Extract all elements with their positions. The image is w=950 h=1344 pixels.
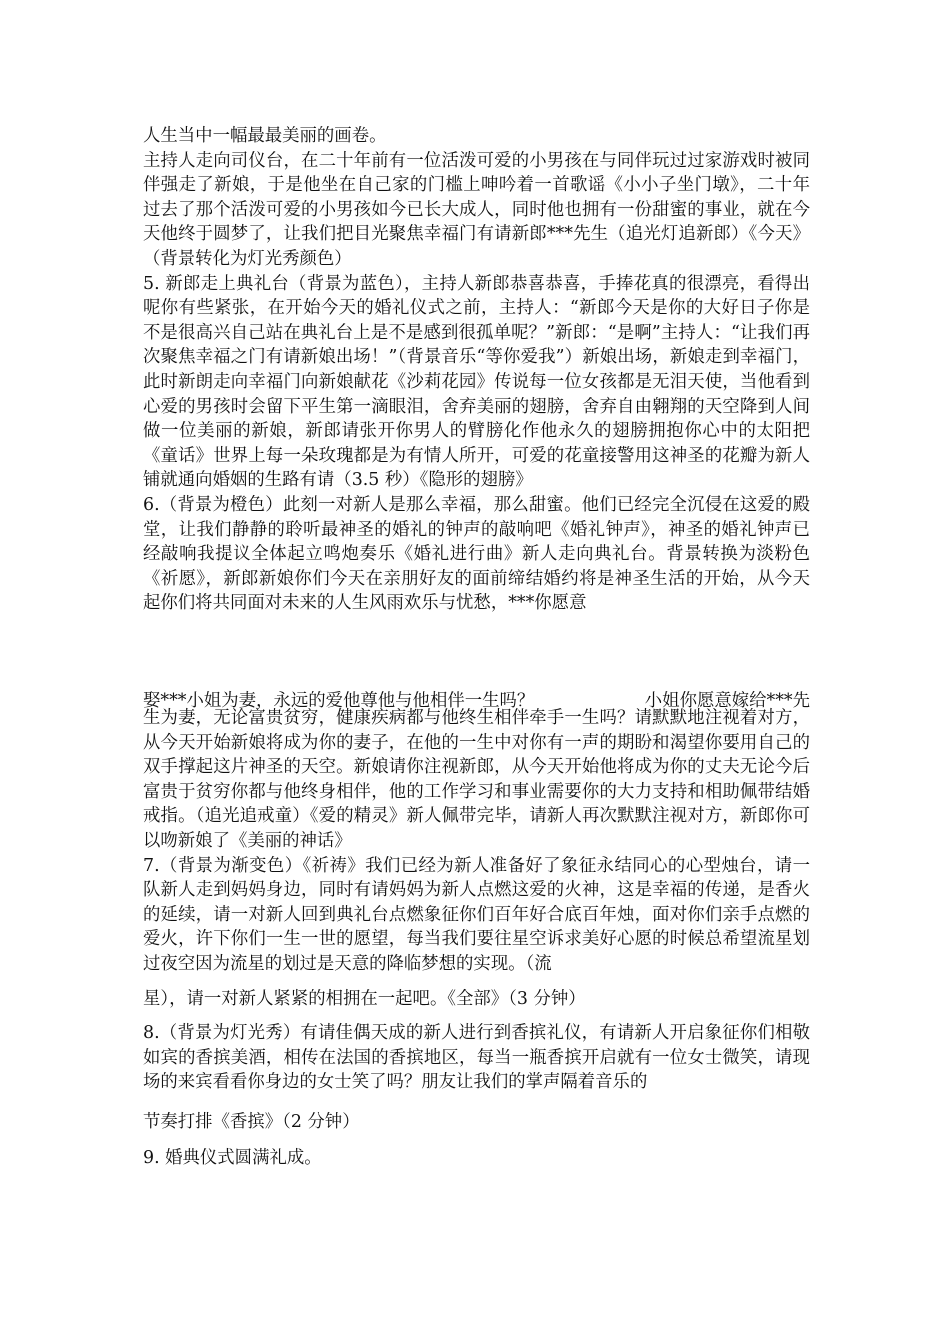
text-block-1 bbox=[143, 124, 810, 616]
paragraph-step-8: 8.（背景为灯光秀）有请佳偶天成的新人进行到香摈礼仪，有请新人开启象征你们相敬如宾的香摈美酒，相传在法国的香摈地区，每当一瓶香摈开启就有一位女士微笑，请现场的来宾看看你身边的女士笑了吗？朋友让我们的掌声隔着音乐的 bbox=[143, 1023, 810, 1093]
paragraph-step-7: 7.（背景为渐变色）《祈祷》我们已经为新人准备好了象征永结同心的心型烛台，请一队新人走到妈妈身边，同时有请妈妈为新人点燃这爱的火神，这是幸福的传递，是香火的延续，请一对新人回到典礼台点燃象征你们百年好合底百年烛，面对你们亲手点燃的爱火，许下你们一生一世的愿望，每当我们要往星空诉求美好心愿的时候总希望流星划过夜空因为流星的划过是天意的降临梦想的实现。（流 bbox=[143, 855, 810, 974]
vow-line-bride: 小姐你愿意嫁给***先 bbox=[644, 691, 810, 711]
star-line bbox=[143, 987, 810, 1012]
paragraph-step-6: 6.（背景为橙色）此刻一对新人是那么幸福，那么甜蜜。他们已经完全沉侵在这爱的殿堂，让我们静静的聆听最神圣的婚礼的钟声的敲响吧《婚礼钟声》，神圣的婚礼钟声已经敲响我提议全体起立鸣炮奏乐《婚礼进行曲》新人走向典礼台。背景转换为淡粉色《祈愿》，新郎新娘你们今天在亲朋好友的面前缔结婚约将是神圣生活的开始，从今天起你们将共同面对未来的人生风雨欢乐与忧愁，***你愿意 bbox=[143, 494, 810, 614]
closing-line bbox=[143, 1146, 810, 1171]
star-line-text: 星），请一对新人紧紧的相拥在一起吧。《全部》（3 分钟） bbox=[143, 989, 586, 1009]
paragraph-intro: 人生当中一幅最最美丽的画卷。 bbox=[143, 126, 387, 146]
vow-line-groom: 娶***小姐为妻，永远的爱他尊他与他相伴一生吗？ bbox=[143, 691, 535, 711]
text-block-3 bbox=[143, 1021, 810, 1095]
paragraph-step-5: 5. 新郎走上典礼台（背景为蓝色），主持人新郎恭喜恭喜，手捧花真的很漂亮，看得出呢你有些紧张，在开始今天的婚礼仪式之前，主持人：“新郎今天是你的大好日子你是不是很高兴自己站在典礼台上是不是感到很孤单呢？”新郎：“是啊”主持人：“让我们再次聚焦幸福之门有请新娘出场！”（背景音乐“等你爱我”）新娘出场，新娘走到幸福门，此时新朗走向幸福门向新娘献花《沙莉花园》传说每一位女孩都是无泪天使，当他看到心爱的男孩时会留下平生第一滴眼泪，舍弃美丽的翅膀，舍弃自由翱翔的天空降到人间做一位美丽的新娘，新郎请张开你男人的臂膀化作他永久的翅膀拥抱你心中的太阳把《童话》世界上每一朵玫瑰都是为有情人所开，可爱的花童接警用这神圣的花瓣为新人铺就通向婚姻的生路有请（3.5 秒）《隐形的翅膀》 bbox=[143, 273, 810, 491]
beat-line-text: 节奏打排《香摈》（2 分钟） bbox=[143, 1112, 360, 1132]
beat-line bbox=[143, 1110, 810, 1135]
paragraph-host-story: 主持人走向司仪台，在二十年前有一位活泼可爱的小男孩在与同伴玩过过家游戏时被同伴强走了新娘，于是他坐在自己家的门槛上呻吟着一首歌谣《小小子坐门墩》，二十年过去了那个活泼可爱的小男孩如今已长大成人，同时他也拥有一份甜蜜的事业，就在今天他终于圆梦了，让我们把目光聚焦幸福门有请新郎***先生（追光灯追新郎）《今天》（背景转化为灯光秀颜色） bbox=[143, 150, 810, 269]
text-block-2 bbox=[143, 706, 810, 977]
step-9-text: 9. 婚典仪式圆满礼成。 bbox=[143, 1148, 322, 1168]
paragraph-vows: 生为妻，无论富贵贫穷，健康疾病都与他终生相伴牵手一生吗？请默默地注视着对方，从今天开始新娘将成为你的妻子，在他的一生中对你有一声的期盼和渴望你要用自己的双手撑起这片神圣的天空。新娘请你注视新郎，从今天开始他将成为你的丈夫无论今后富贵于贫穷你都与他终身相伴，他的工作学习和事业需要你的大力支持和相助佩带结婚戒指。（追光追戒童）《爱的精灵》新人佩带完毕，请新人再次默默注视对方，新郎你可以吻新娘了《美丽的神话》 bbox=[143, 708, 810, 851]
